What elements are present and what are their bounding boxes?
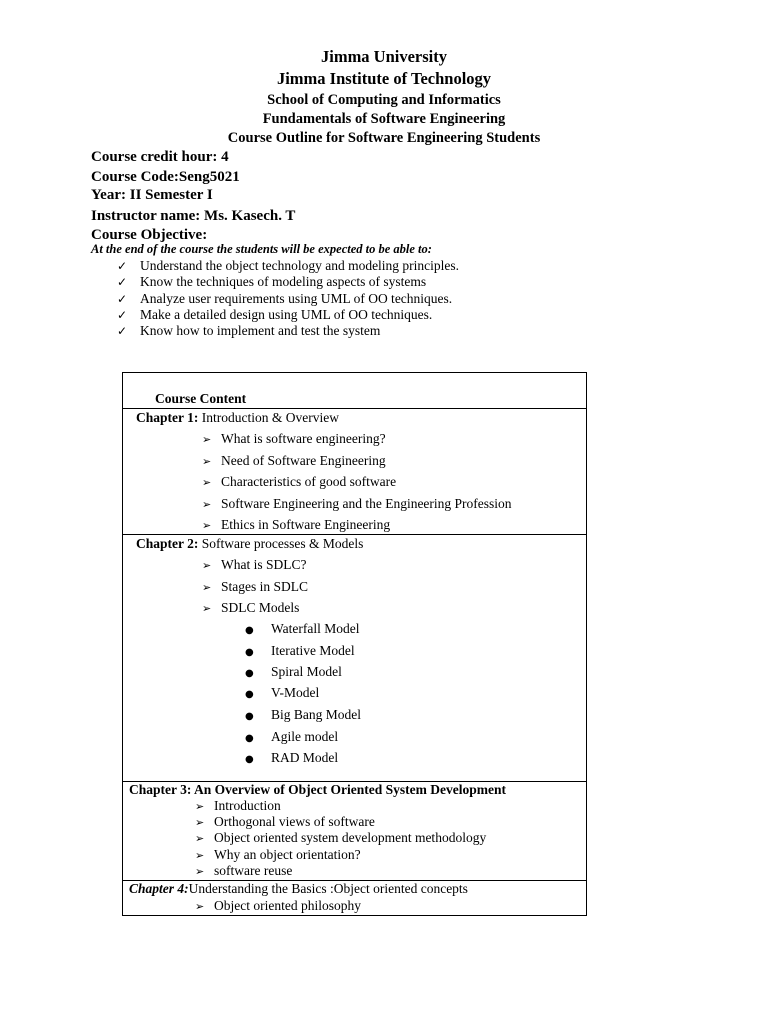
list-item: ➢ Object oriented system development methodology (195, 830, 487, 845)
course-code: Course Code:Seng5021 (91, 169, 240, 185)
arrowhead-bullet-icon: ➢ (195, 816, 205, 829)
list-item: ➢ software reuse (195, 863, 293, 878)
check-mark-icon: ✓ (117, 308, 128, 323)
institute-name: Jimma Institute of Technology (276, 69, 492, 88)
objective-intro: At the end of the course the students will be expected to be able to: (91, 242, 432, 256)
arrowhead-bullet-icon: ➢ (202, 455, 212, 468)
list-item: ● RAD Model (245, 750, 339, 765)
list-item: ➢ Characteristics of good software (202, 474, 397, 489)
list-item (117, 323, 459, 339)
objective-list (117, 258, 459, 339)
round-bullet-icon: ● (245, 754, 254, 765)
list-item: ● V-Model (245, 685, 320, 700)
objective-text: Analyze user requirements using UML of OO techniques. (140, 290, 453, 306)
chapter-1-title: Chapter 1: Introduction & Overview (136, 410, 339, 425)
chapter-2-cell (122, 534, 587, 782)
outline-title: Course Outline for Software Engineering Students (227, 130, 541, 146)
content-heading-cell (122, 372, 587, 409)
arrowhead-bullet-icon: ➢ (202, 581, 212, 594)
list-item: ● Iterative Model (245, 643, 355, 658)
arrowhead-bullet-icon: ➢ (202, 602, 212, 615)
check-mark-icon: ✓ (117, 291, 128, 306)
check-mark-icon: ✓ (117, 324, 128, 339)
list-item: ➢ SDLC Models (202, 600, 300, 615)
list-item (117, 258, 459, 274)
objective-heading: Course Objective: (91, 227, 208, 243)
round-bullet-icon: ● (245, 647, 254, 658)
arrowhead-bullet-icon: ➢ (202, 476, 212, 489)
list-item: ➢ Object oriented philosophy (195, 898, 361, 913)
arrowhead-bullet-icon: ➢ (195, 849, 205, 862)
content-heading: Course Content (155, 391, 247, 406)
chapter-2-title: Chapter 2: Software processes & Models (136, 536, 364, 551)
list-item: ● Spiral Model (245, 664, 342, 679)
arrowhead-bullet-icon: ➢ (202, 433, 212, 446)
list-item: ➢ Why an object orientation? (195, 847, 361, 862)
list-item: ➢ What is software engineering? (202, 431, 386, 446)
arrowhead-bullet-icon: ➢ (195, 865, 205, 878)
arrowhead-bullet-icon: ➢ (202, 498, 212, 511)
round-bullet-icon: ● (245, 733, 254, 744)
credit-hour: Course credit hour: 4 (91, 149, 229, 165)
list-item (117, 274, 459, 290)
course-title: Fundamentals of Software Engineering (262, 111, 506, 127)
round-bullet-icon: ● (245, 625, 254, 636)
university-name: Jimma University (320, 47, 448, 66)
arrowhead-bullet-icon: ➢ (202, 559, 212, 572)
chapter-3-title: Chapter 3: An Overview of Object Oriented System Development (129, 782, 506, 797)
list-item: ● Big Bang Model (245, 707, 361, 722)
round-bullet-icon: ● (245, 668, 254, 679)
instructor-name: Instructor name: Ms. Kasech. T (91, 208, 296, 224)
list-item: ● Waterfall Model (245, 621, 360, 636)
round-bullet-icon: ● (245, 711, 254, 722)
objective-text: Make a detailed design using UML of OO techniques. (140, 307, 433, 323)
list-item: ➢ Need of Software Engineering (202, 453, 386, 468)
year-semester: Year: II Semester I (91, 187, 213, 203)
chapter-4-cell (122, 880, 587, 916)
check-mark-icon: ✓ (117, 259, 128, 274)
list-item: ➢ Software Engineering and the Engineering Profession (202, 496, 512, 511)
list-item: ➢ Introduction (195, 798, 281, 813)
arrowhead-bullet-icon: ➢ (195, 900, 205, 913)
chapter-1-cell (122, 408, 587, 535)
list-item: ➢ Stages in SDLC (202, 579, 309, 594)
objective-text: Know how to implement and test the system (140, 323, 381, 339)
arrowhead-bullet-icon: ➢ (202, 519, 212, 532)
list-item (117, 307, 459, 323)
chapter-4-title: Chapter 4:Understanding the Basics :Object oriented concepts (129, 881, 468, 896)
school-name: School of Computing and Informatics (267, 92, 501, 108)
list-item: ➢ What is SDLC? (202, 557, 307, 572)
list-item: ➢ Ethics in Software Engineering (202, 517, 391, 532)
list-item: ➢ Orthogonal views of software (195, 814, 375, 829)
arrowhead-bullet-icon: ➢ (195, 832, 205, 845)
list-item: ● Agile model (245, 729, 339, 744)
chapter-3-cell (122, 781, 587, 881)
arrowhead-bullet-icon: ➢ (195, 800, 205, 813)
objective-text: Know the techniques of modeling aspects of systems (140, 274, 427, 290)
objective-text: Understand the object technology and modeling principles. (140, 258, 460, 274)
round-bullet-icon: ● (245, 689, 254, 700)
check-mark-icon: ✓ (117, 275, 128, 290)
list-item (117, 291, 459, 307)
